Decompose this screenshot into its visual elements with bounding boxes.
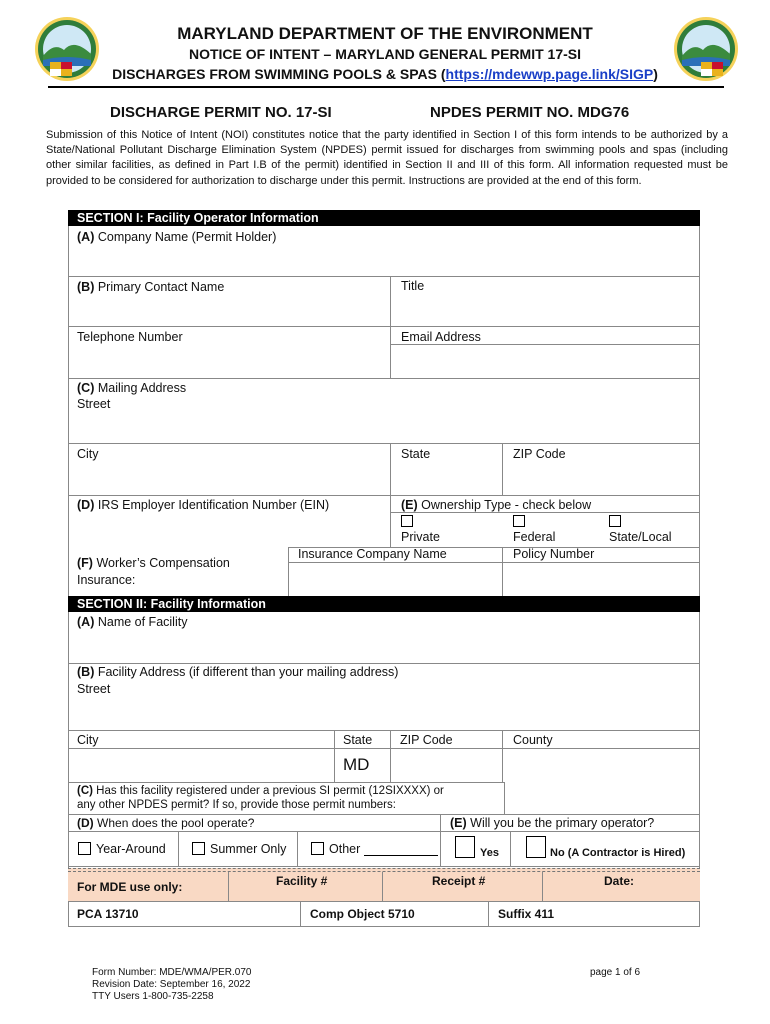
summer-only-checkbox[interactable] (192, 842, 205, 855)
mailing-city-field[interactable] (69, 463, 389, 493)
page-number: page 1 of 6 (590, 967, 641, 978)
facility-name-label: (A) Name of Facility (77, 615, 188, 629)
previous-permit-field[interactable] (505, 782, 699, 814)
primary-operator-label: (E) Will you be the primary operator? (450, 816, 655, 830)
company-name-field[interactable] (69, 246, 699, 276)
year-around-checkbox[interactable] (78, 842, 91, 855)
mde-use-label: For MDE use only: (77, 880, 183, 894)
revision-date: Revision Date: September 16, 2022 (92, 979, 251, 990)
other-input-line[interactable] (364, 855, 438, 856)
tty-number: TTY Users 1-800-735-2258 (92, 991, 214, 1002)
primary-contact-label: (B) Primary Contact Name (77, 280, 225, 294)
date-label: Date: (604, 874, 635, 888)
pca-code: PCA 13710 (77, 907, 139, 921)
sigp-link[interactable]: https://mdewwp.page.link/SIGP (445, 66, 654, 82)
discharge-permit-number: DISCHARGE PERMIT NO. 17-SI (110, 104, 332, 121)
summer-only-label: Summer Only (210, 842, 287, 856)
ein-label: (D) IRS Employer Identification Number (EIN) (77, 498, 330, 512)
facility-street-field[interactable] (69, 698, 699, 729)
year-around-label: Year-Around (96, 842, 166, 856)
facility-number-label: Facility # (276, 874, 328, 888)
facility-zip-field[interactable] (391, 749, 501, 781)
facility-county-label: County (513, 733, 553, 747)
intro-paragraph: Submission of this Notice of Intent (NOI) constitutes notice that the party identified in Section I of this form intends to be authorized by a State/National Pollutant Discharge Elimination System (NPDES) permit issued for discharges from swimming pools and spas (including other similar facilities, as defined in Part I.B of the permit) identified in Section II and III of this form. All information requested must be provided to be considered for authorization to discharge under this permit. Instructions are provided at the end of this form. (46, 129, 728, 187)
ownership-state-local-label: State/Local (609, 530, 672, 544)
receipt-number-label: Receipt # (432, 874, 486, 888)
facility-name-field[interactable] (69, 631, 699, 661)
facility-state-label: State (343, 733, 373, 747)
facility-city-field[interactable] (69, 749, 333, 781)
policy-number-field[interactable] (503, 563, 699, 595)
telephone-label: Telephone Number (77, 330, 183, 344)
previous-permit-question: (C) Has this facility registered under a previous SI permit (12SIXXXX) or any other NPDES permit? If so, provide those permit numbers: (77, 785, 444, 811)
other-checkbox[interactable] (311, 842, 324, 855)
noi-form (68, 210, 700, 927)
mailing-street-field[interactable] (69, 413, 699, 443)
header-rule (48, 86, 724, 88)
agency-title: MARYLAND DEPARTMENT OF THE ENVIRONMENT (177, 24, 593, 43)
ownership-federal-checkbox[interactable] (513, 515, 525, 527)
insurance-company-label: Insurance Company Name (298, 547, 447, 561)
section-2-header: SECTION II: Facility Information (68, 596, 700, 612)
facility-street-label: Street (77, 682, 111, 696)
email-field[interactable] (391, 346, 699, 376)
mailing-address-label: (C) Mailing Address (77, 381, 187, 395)
workers-comp-label-2: Insurance: (77, 573, 136, 587)
telephone-field[interactable] (69, 346, 389, 376)
workers-comp-label: (F) Worker’s Compensation (77, 556, 230, 570)
npdes-permit-number: NPDES PERMIT NO. MDG76 (430, 104, 630, 121)
mailing-zip-field[interactable] (503, 463, 699, 493)
ein-field[interactable] (69, 512, 389, 547)
policy-number-label: Policy Number (513, 547, 595, 561)
title-field[interactable] (391, 296, 699, 326)
operator-yes-checkbox[interactable] (455, 836, 475, 858)
title-label: Title (401, 279, 425, 293)
facility-county-field[interactable] (503, 749, 699, 781)
ownership-type-label: (E) Ownership Type - check below (401, 498, 592, 512)
other-label: Other (329, 842, 361, 856)
email-label: Email Address (401, 330, 481, 344)
facility-state-value[interactable]: MD (343, 755, 370, 774)
mailing-state-field[interactable] (391, 463, 501, 493)
facility-zip-label: ZIP Code (400, 733, 453, 747)
facility-city-label: City (77, 733, 99, 747)
primary-contact-field[interactable] (69, 296, 389, 326)
suffix-code: Suffix 411 (498, 907, 555, 921)
city-label: City (77, 447, 99, 461)
facility-address-label: (B) Facility Address (if different than your mailing address) (77, 665, 399, 679)
ownership-private-label: Private (401, 530, 440, 544)
zip-label: ZIP Code (513, 447, 566, 461)
company-name-label: (A) Company Name (Permit Holder) (77, 230, 277, 244)
street-label: Street (77, 397, 111, 411)
notice-title: NOTICE OF INTENT – MARYLAND GENERAL PERMIT 17-SI (188, 46, 582, 62)
state-label: State (401, 447, 431, 461)
comp-object-code: Comp Object 5710 (310, 907, 415, 921)
operator-yes-label: Yes (480, 847, 499, 859)
section-1-header: SECTION I: Facility Operator Information (68, 210, 700, 226)
ownership-private-checkbox[interactable] (401, 515, 413, 527)
form-number: Form Number: MDE/WMA/PER.070 (92, 967, 252, 978)
discharges-title: DISCHARGES FROM SWIMMING POOLS & SPAS (https://mdewwp.page.link/SIGP) (112, 66, 658, 82)
ownership-state-local-checkbox[interactable] (609, 515, 621, 527)
operator-no-checkbox[interactable] (526, 836, 546, 858)
pool-operate-label: (D) When does the pool operate? (77, 816, 255, 830)
insurance-company-field[interactable] (289, 563, 501, 595)
ownership-federal-label: Federal (513, 530, 556, 544)
operator-no-label: No (A Contractor is Hired) (550, 847, 686, 859)
